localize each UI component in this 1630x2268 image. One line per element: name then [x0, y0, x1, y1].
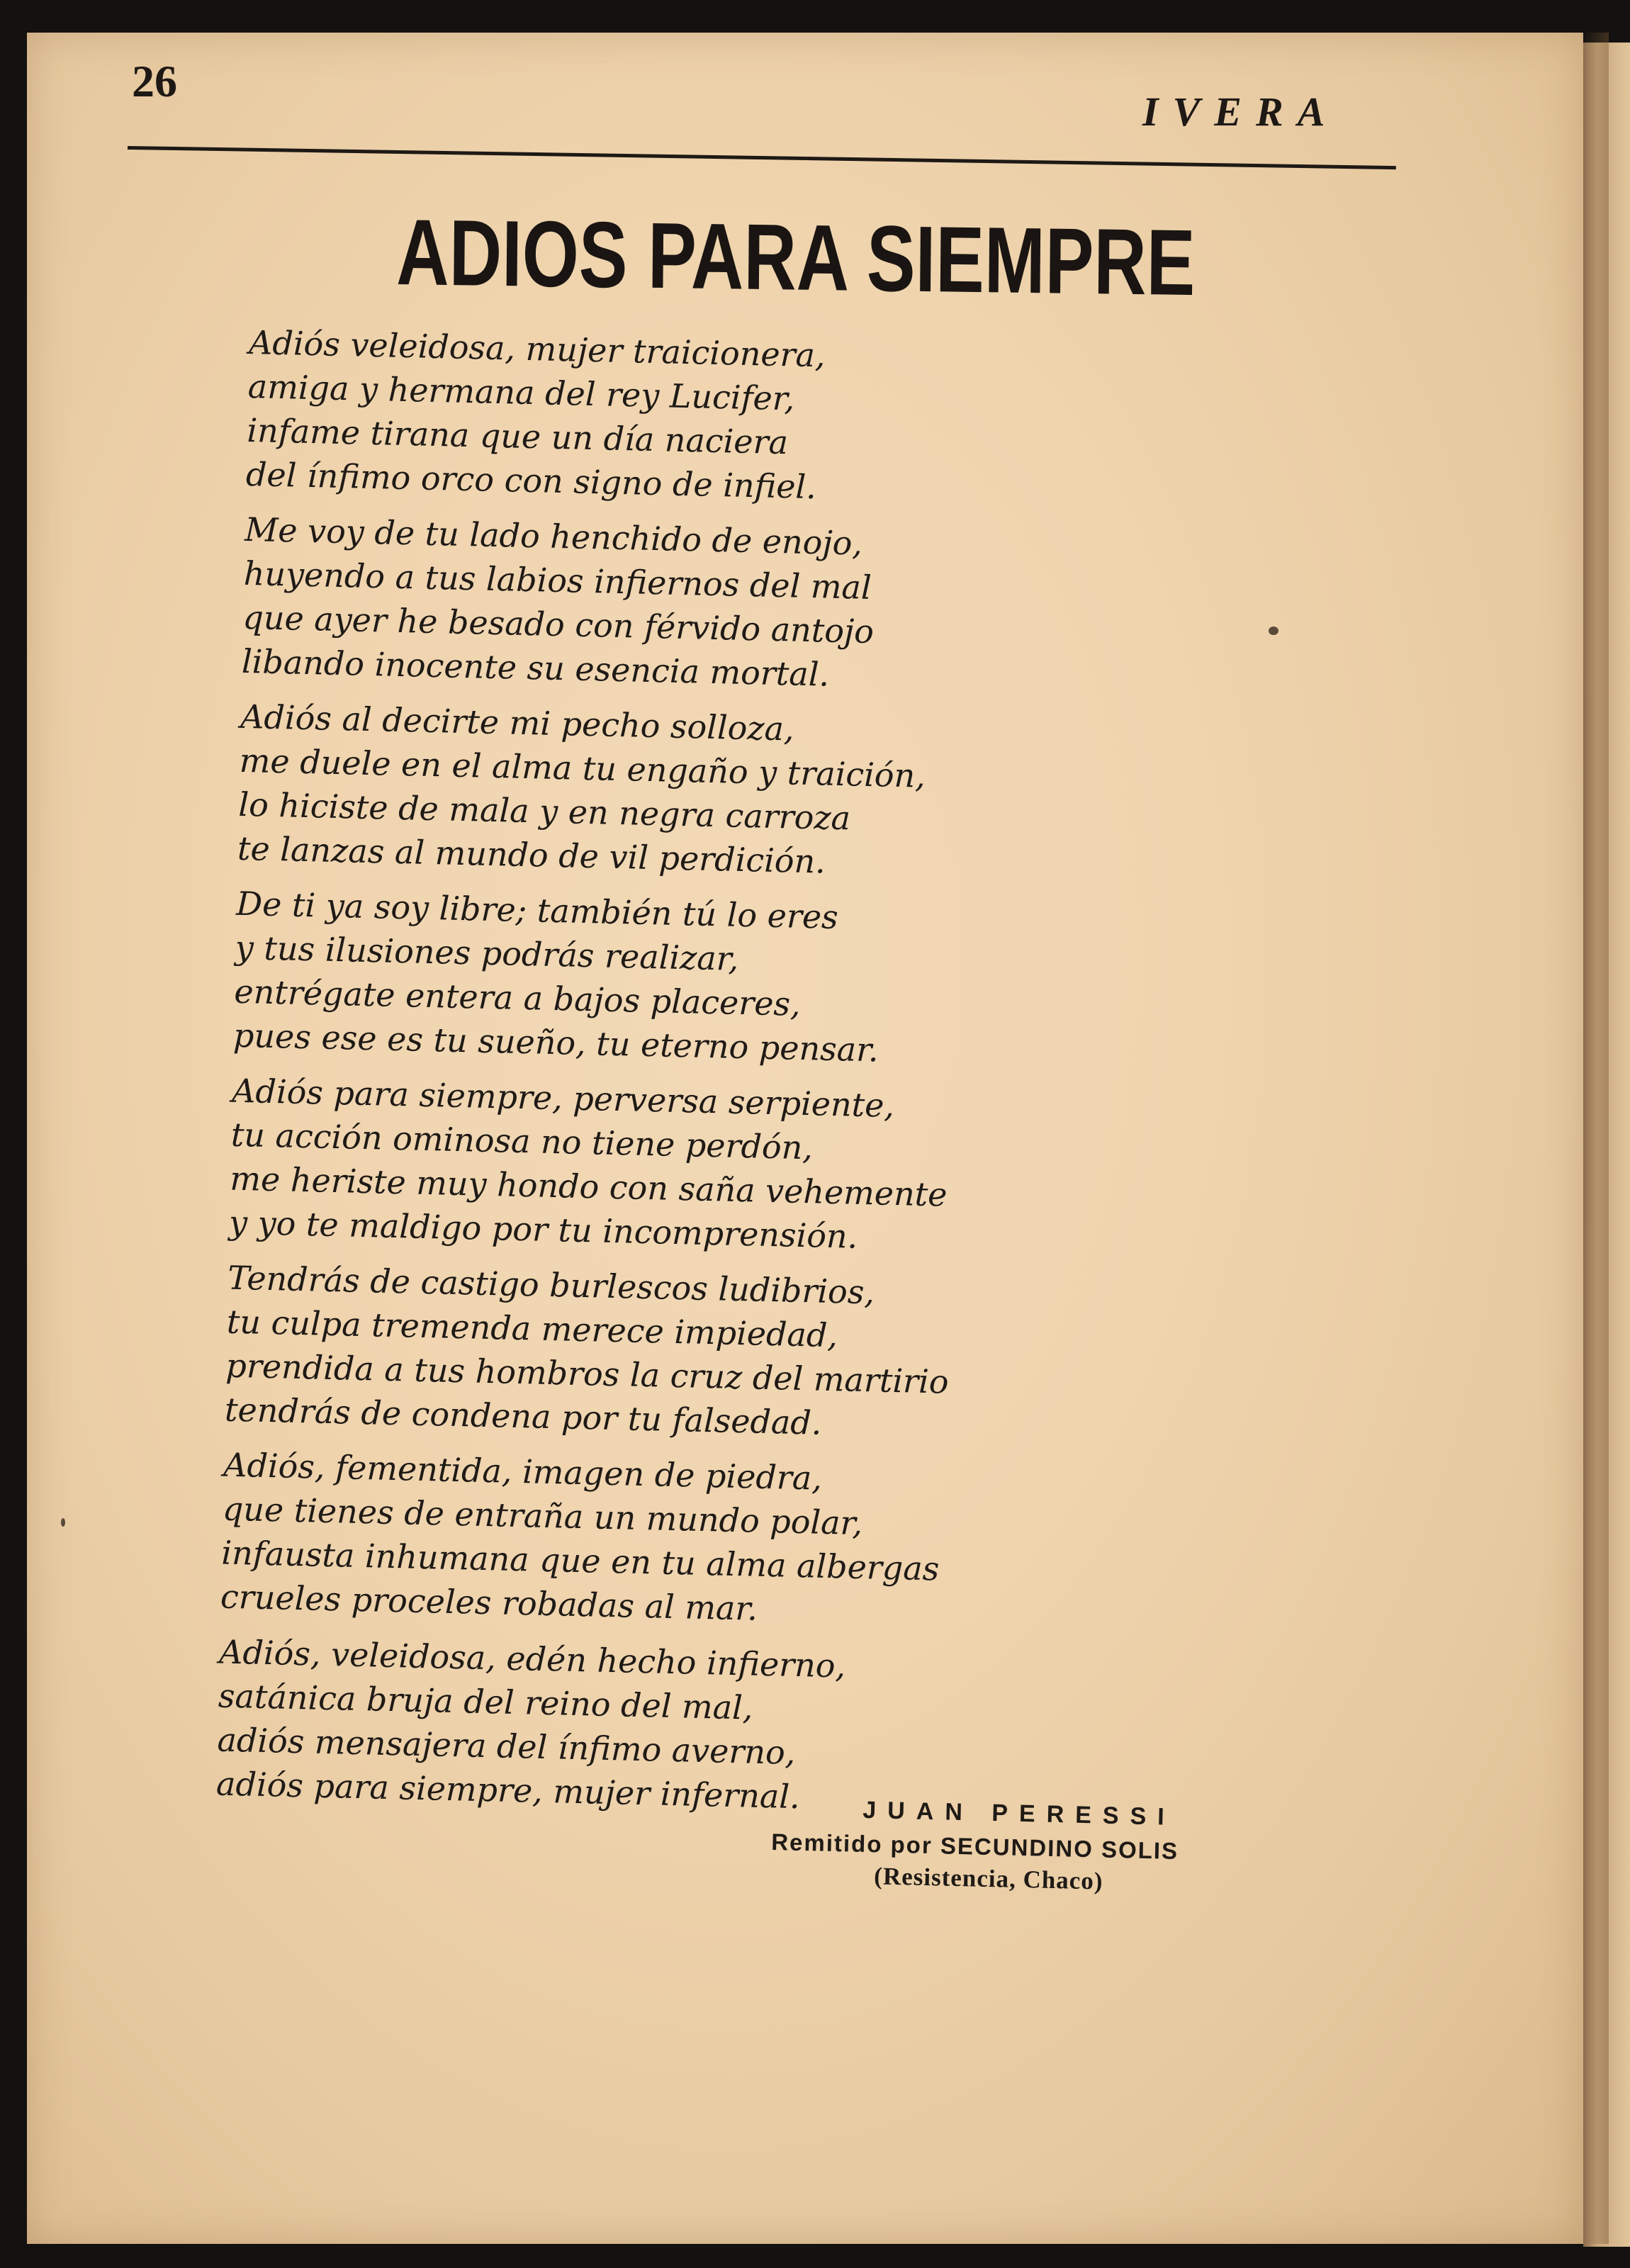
verse-line: tu culpa tremenda merece impiedad,	[226, 1302, 838, 1355]
verse-line: libando inocente su esencia mortal.	[241, 641, 830, 694]
verse-line: infausta inhumana que en tu alma albergas	[220, 1533, 940, 1588]
stanza	[220, 1443, 1371, 1645]
verse-line: Adiós al decirte mi pecho solloza,	[240, 697, 795, 748]
verse-line: y tus ilusiones podrás realizar,	[235, 928, 739, 978]
stanza	[245, 320, 1397, 522]
verse-line: huyendo a tus labios infiernos del mal	[243, 554, 872, 607]
ink-speck	[61, 1518, 65, 1527]
stanza	[224, 1256, 1376, 1458]
poem-title: ADIOS PARA SIEMPRE	[395, 200, 1196, 315]
verse-line: te lanzas al mundo de vil perdición.	[237, 829, 826, 881]
verse-line: que tienes de entraña un mundo polar,	[222, 1489, 863, 1543]
verse-line: del ínfimo orco con signo de infiel.	[245, 454, 817, 507]
verse-line: Me voy de tu lado henchido de enojo,	[244, 510, 863, 563]
author-name: JUAN PERESSI	[862, 1796, 1176, 1831]
stanza	[241, 507, 1393, 709]
verse-line: adiós para siempre, mujer infernal.	[215, 1764, 801, 1817]
verse-line: tendrás de condena por tu falsedad.	[224, 1390, 823, 1442]
verse-line: me duele en el alma tu engaño y traición,	[239, 741, 926, 795]
verse-line: Tendrás de castigo burlescos ludibrios,	[227, 1258, 875, 1312]
verse-line: pues ese es tu sueño, tu eterno pensar.	[232, 1016, 879, 1070]
magazine-title: IVERA	[1142, 89, 1339, 135]
signature-block	[770, 1790, 1311, 1902]
verse-line: entrégate entera a bajos placeres,	[233, 972, 802, 1023]
verse-line: amiga y hermana del rey Lucifer,	[247, 366, 796, 418]
verse-line: adiós mensajera del ínfimo averno,	[216, 1720, 797, 1772]
verse-line: Adiós para siempre, perversa serpiente,	[231, 1071, 895, 1125]
gutter-shadow	[1583, 33, 1609, 2244]
verse-line: tu acción ominosa no tiene perdón,	[230, 1115, 814, 1167]
verse-line: que ayer he besado con férvido antojo	[242, 597, 875, 651]
verse-line: prendida a tus hombros la cruz del martirio	[225, 1346, 950, 1401]
verse-line: lo hiciste de mala y en negra carroza	[237, 785, 851, 838]
sender-location: (Resistencia, Chaco)	[873, 1862, 1103, 1895]
verse-line: Adiós, veleidosa, edén hecho infierno,	[218, 1632, 846, 1685]
poem-body	[215, 320, 1397, 1843]
page-number: 26	[132, 56, 177, 106]
sender-credit: Remitido por SECUNDINO SOLIS	[770, 1828, 1179, 1865]
verse-line: Adiós veleidosa, mujer traicionera,	[248, 322, 826, 375]
stanza	[232, 882, 1384, 1084]
stanza	[228, 1069, 1380, 1271]
stanza	[237, 695, 1388, 897]
verse-line: infame tirana que un día naciera	[246, 410, 789, 462]
verse-line: y yo te maldigo por tu incomprensión.	[228, 1203, 858, 1256]
verse-line: me heriste muy hondo con saña vehemente	[229, 1159, 948, 1214]
verse-line: De ti ya soy libre; también tú lo eres	[235, 884, 839, 937]
verse-line: Adiós, fementida, imagen de piedra,	[223, 1445, 823, 1498]
verse-line: satánica bruja del reino del mal,	[218, 1676, 754, 1727]
verse-line: crueles proceles robadas al mar.	[220, 1577, 758, 1628]
